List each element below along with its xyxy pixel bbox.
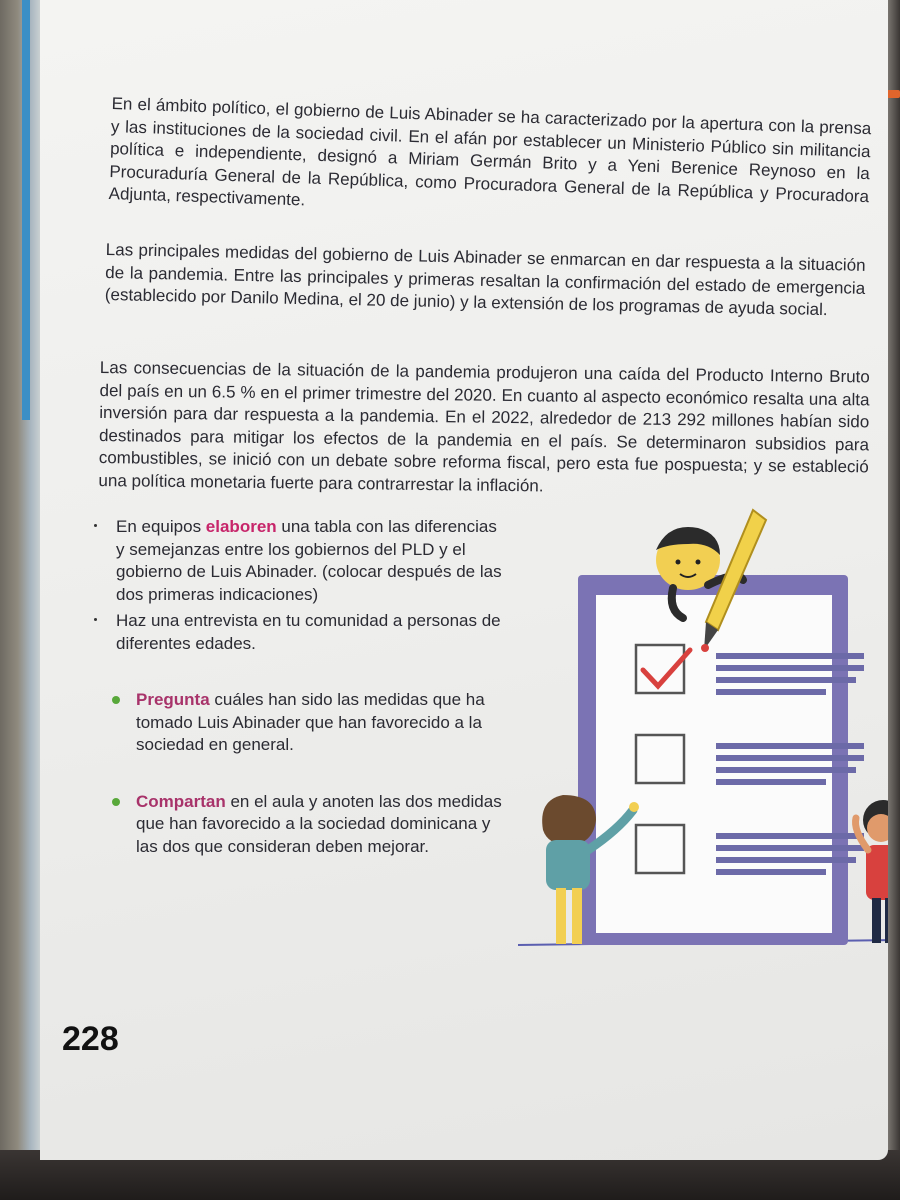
green-bullet-icon <box>112 798 120 806</box>
activity-subitem-pregunta: Pregunta cuáles han sido las medidas que ha tomado Luis Abinader que han favorecido a la sociedad en general. <box>88 689 508 757</box>
activities-list <box>88 516 508 862</box>
checklist-illustration-icon <box>508 500 888 960</box>
keyword-pregunta: Pregunta <box>136 690 210 709</box>
book-spine-strip <box>22 0 30 420</box>
bullet-dot-icon <box>94 524 97 527</box>
green-bullet-icon <box>112 696 120 704</box>
bullet-dot-icon <box>94 618 97 621</box>
paragraph-medidas: Las principales medidas del gobierno de Luis Abinader se enmarcan en dar respuesta a la situación de la pandemia. Entre las principales y primeras resaltan la confirmación del estado de emergencia (establecido por Danilo Medina, el 20 de junio) y la extensión de los programas de ayuda social. <box>104 239 866 320</box>
paragraph-politica: En el ámbito político, el gobierno de Luis Abinader se ha caracterizado por la apertura con la prensa y las instituciones de la sociedad civil. En el afán por establecer un Ministerio Público sin militancia política e independiente, designó a Miriam Germán Brito y a Yeni Berenice Reynoso en la Procuraduría General de la República, como Procuradora General de la República y Procuradora Adjunta, respectivamente. <box>108 93 872 210</box>
boy-right-figure <box>856 800 889 943</box>
activity-subitem-compartan: Compartan en el aula y anoten las dos medidas que han favorecido a la sociedad dominicana y las dos que consideran deben mejorar. <box>88 791 508 859</box>
book-page <box>40 0 888 1160</box>
clipboard-paper <box>596 595 832 933</box>
page-number: 228 <box>62 1020 119 1058</box>
keyword-compartan: Compartan <box>136 791 226 811</box>
keyword-elaboren: elaboren <box>205 517 277 536</box>
activity-item-tabla: En equipos elaboren una tabla con las diferencias y semejanzas entre los gobiernos del PLD y el gobierno de Luis Abinader. (colocar después de las dos primeras indicaciones) <box>88 516 508 606</box>
paragraph-consecuencias: Las consecuencias de la situación de la pandemia produjeron una caída del Producto Interno Bruto del país en un 6.5 % en el primer trimestre del 2020. En cuanto al aspecto económico resalta una alta inversión para dar respuesta a la pandemia. En el 2022, alrededor de 213 292 millones habían sido destinados para mitigar los efectos de la pandemia en el país. Se determinaron subsidios para combustibles, se inició con un debate sobre reforma fiscal, pero esta fue pospuesta; y se estableció una política monetaria fuerte para contrarrestar la inflación. <box>98 357 870 495</box>
activity-item-entrevista: Haz una entrevista en tu comunidad a personas de diferentes edades. <box>88 610 508 655</box>
